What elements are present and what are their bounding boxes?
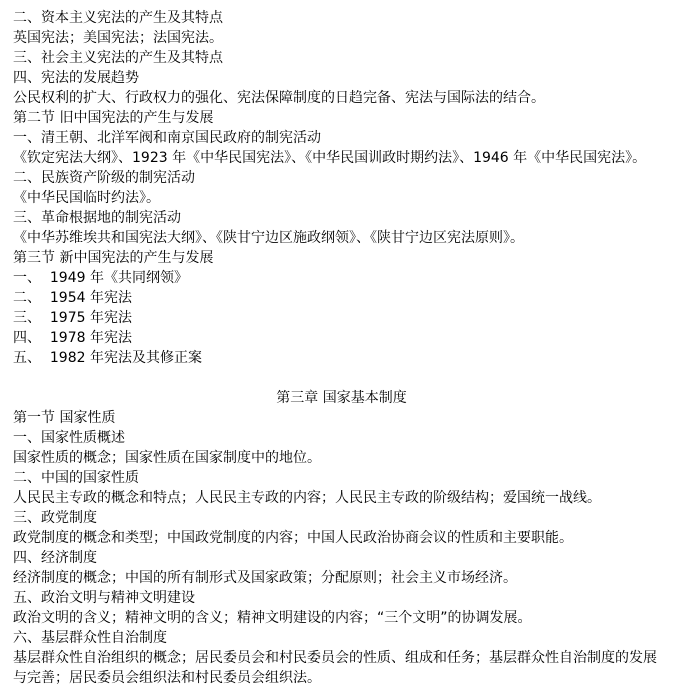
text-line: 《钦定宪法大纲》、1923 年《中华民国宪法》、《中华民国训政时期约法》、1946 年《中华民国宪法》。: [13, 150, 647, 166]
text-line: 三、政党制度: [13, 510, 97, 526]
text-line: 二、中国的国家性质: [13, 470, 139, 486]
text-line: 三、 1975 年宪法: [13, 310, 132, 326]
text-line: 二、资本主义宪法的产生及其特点: [13, 10, 223, 26]
text-line: 一、清王朝、北洋军阀和南京国民政府的制宪活动: [13, 130, 321, 146]
text-line: 第三节 新中国宪法的产生与发展: [13, 250, 214, 266]
chapter-heading: 第三章 国家基本制度: [276, 390, 407, 406]
text-line: 三、社会主义宪法的产生及其特点: [13, 50, 223, 66]
text-line: 四、 1978 年宪法: [13, 330, 132, 346]
text-line: 第一节 国家性质: [13, 410, 116, 426]
text-line: 六、基层群众性自治制度: [13, 630, 167, 646]
text-line: 政党制度的概念和类型；中国政党制度的内容；中国人民政治协商会议的性质和主要职能。: [13, 530, 573, 546]
text-line: 国家性质的概念；国家性质在国家制度中的地位。: [13, 450, 321, 466]
text-line: 政治文明的含义；精神文明的含义；精神文明建设的内容；“三个文明”的协调发展。: [13, 610, 532, 626]
document-body: [13, 8, 670, 688]
text-line: 五、 1982 年宪法及其修正案: [13, 350, 202, 366]
text-line: 一、 1949 年《共同纲领》: [13, 270, 188, 286]
text-line: 《中华民国临时约法》。: [13, 190, 160, 206]
text-line: 四、经济制度: [13, 550, 97, 566]
text-line: 四、宪法的发展趋势: [13, 70, 139, 86]
text-line: 一、国家性质概述: [13, 430, 125, 446]
text-line: 三、革命根据地的制宪活动: [13, 210, 181, 226]
text-line: 英国宪法；美国宪法；法国宪法。: [13, 30, 223, 46]
text-line: 基层群众性自治组织的概念；居民委员会和村民委员会的性质、组成和任务；基层群众性自治制度的发展与完善；居民委员会组织法和村民委员会组织法。: [13, 650, 657, 686]
text-line: 人民民主专政的概念和特点；人民民主专政的内容；人民民主专政的阶级结构；爱国统一战线。: [13, 490, 601, 506]
text-line: 经济制度的概念；中国的所有制形式及国家政策；分配原则；社会主义市场经济。: [13, 570, 517, 586]
text-line: 《中华苏维埃共和国宪法大纲》、《陕甘宁边区施政纲领》、《陕甘宁边区宪法原则》。: [13, 230, 524, 246]
text-line: 二、民族资产阶级的制宪活动: [13, 170, 195, 186]
text-line: 第二节 旧中国宪法的产生与发展: [13, 110, 214, 126]
text-line: 五、政治文明与精神文明建设: [13, 590, 195, 606]
text-line: 二、 1954 年宪法: [13, 290, 132, 306]
text-line: 公民权利的扩大、行政权力的强化、宪法保障制度的日趋完备、宪法与国际法的结合。: [13, 90, 545, 106]
blank-line: [13, 368, 670, 388]
